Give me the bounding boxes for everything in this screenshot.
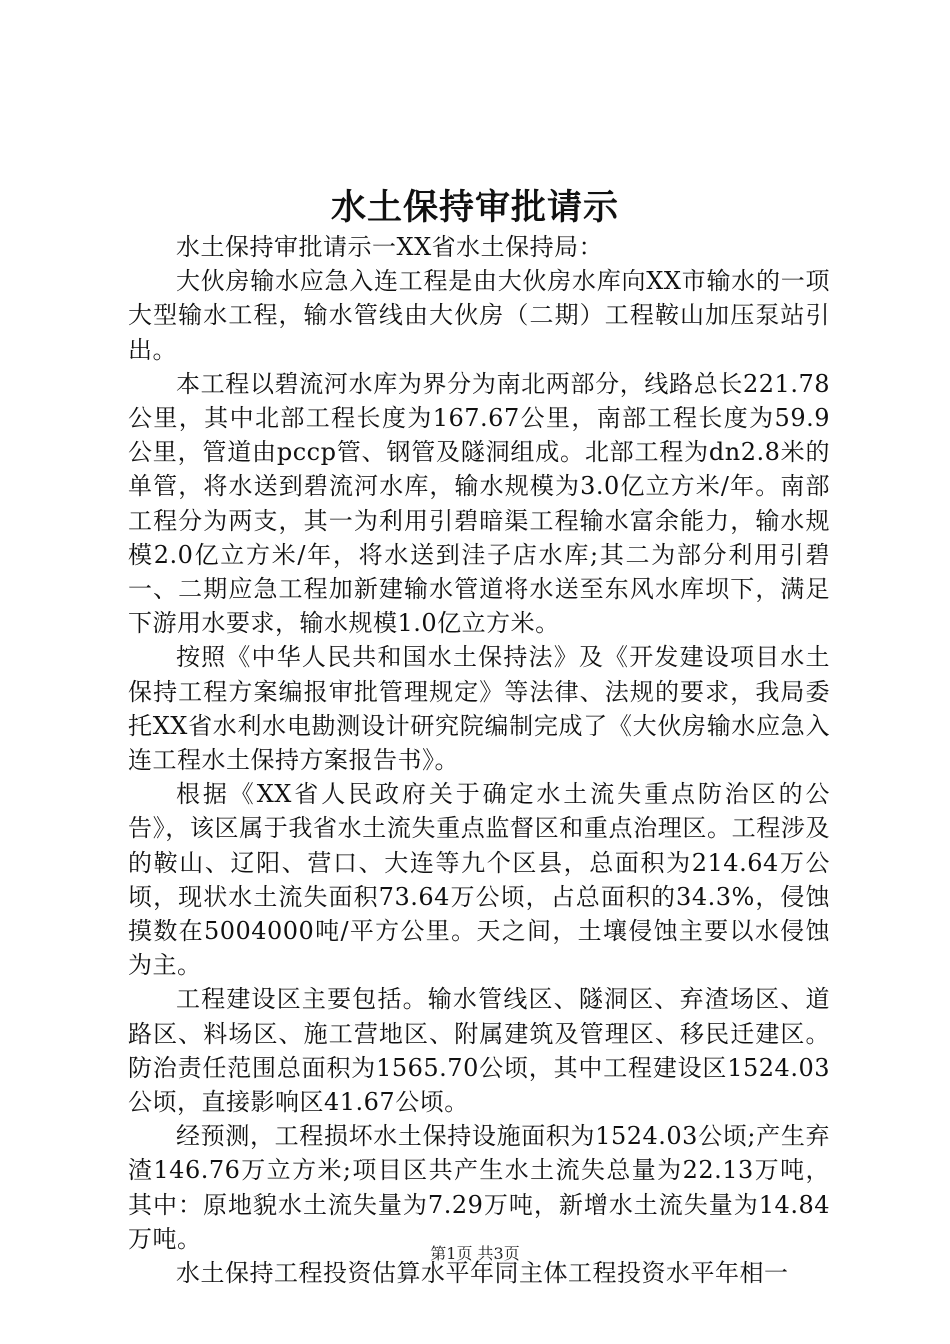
page-number-footer: 第1页 共3页 [430, 1244, 520, 1263]
paragraph-project-intro: 大伙房输水应急入连工程是由大伙房水库向XX市输水的一项大型输水工程，输水管线由大伙房（二期）工程鞍山加压泵站引出。 [128, 267, 830, 364]
paragraph-salutation: 水土保持审批请示一XX省水土保持局： [176, 233, 604, 261]
document-body [128, 230, 830, 1290]
document-title: 水土保持审批请示 [330, 187, 619, 228]
paragraph-route-description: 本工程以碧流河水库为界分为南北两部分，线路总长221.78公里，其中北部工程长度为167.67公里，南部工程长度为59.9公里，管道由pccp管、钢管及隧洞组成。北部工程为dn2.8米的单管，将水送到碧流河水库，输水规模为3.0亿立方米/年。南部工程分为两支，其一为利用引碧暗渠工程输水富余能力，输水规模2.0亿立方米/年，将水送到洼子店水库;其二为部分利用引碧一、二期应急工程加新建输水管道将水送至东风水库坝下，满足下游用水要求，输水规模1.0亿立方米。 [128, 369, 830, 638]
paragraph-construction-area: 工程建设区主要包括。输水管线区、隧洞区、弃渣场区、道路区、料场区、施工营地区、附属建筑及管理区、移民迁建区。防治责任范围总面积为1565.70公顷，其中工程建设区1524.03公顷，直接影响区41.67公顷。 [128, 985, 830, 1117]
paragraph-erosion-zone: 根据《XX省人民政府关于确定水土流失重点防治区的公告》，该区属于我省水土流失重点监督区和重点治理区。工程涉及的鞍山、辽阳、营口、大连等九个区县，总面积为214.64万公顷，现状水土流失面积73.64万公顷，占总面积的34.3%，侵蚀摸数在5004000吨/平方公里。天之间，土壤侵蚀主要以水侵蚀为主。 [128, 780, 830, 980]
paragraph-legal-basis: 按照《中华人民共和国水土保持法》及《开发建设项目水土保持工程方案编报审批管理规定》等法律、法规的要求，我局委托XX省水利水电勘测设计研究院编制完成了《大伙房输水应急入连工程水土保持方案报告书》。 [128, 643, 830, 775]
paragraph-investment: 水土保持工程投资估算水平年同主体工程投资水平年相一 [176, 1259, 789, 1288]
paragraph-prediction: 经预测，工程损坏水土保持设施面积为1524.03公顷;产生弃渣146.76万立方米;项目区共产生水土流失总量为22.13万吨，其中：原地貌水土流失量为7.29万吨，新增水土流失量为14.84万吨。 [128, 1122, 830, 1253]
